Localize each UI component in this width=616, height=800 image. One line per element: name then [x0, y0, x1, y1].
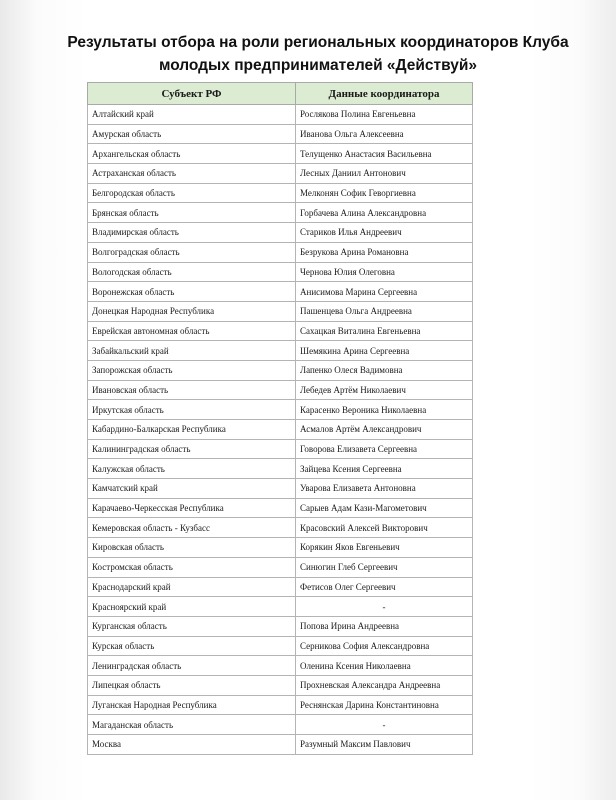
subject-cell: Магаданская область: [88, 715, 296, 735]
coordinator-cell: Лапенко Олеся Вадимовна: [296, 360, 473, 380]
coordinator-cell: Синюгин Глеб Сергеевич: [296, 557, 473, 577]
results-table: [87, 82, 473, 755]
subject-cell: Белгородская область: [88, 183, 296, 203]
table-row: [88, 144, 473, 164]
table-row: [88, 735, 473, 755]
coordinator-cell: Анисимова Марина Сергеевна: [296, 282, 473, 302]
subject-cell: Луганская Народная Республика: [88, 695, 296, 715]
subject-cell: Еврейская автономная область: [88, 321, 296, 341]
coordinator-cell: Лесных Даниил Антонович: [296, 164, 473, 184]
document-title: [60, 31, 576, 77]
table-row: [88, 242, 473, 262]
subject-cell: Москва: [88, 735, 296, 755]
table-row: [88, 518, 473, 538]
title-line-1: Результаты отбора на роли региональных координаторов Клуба: [67, 34, 569, 51]
table-row: [88, 262, 473, 282]
table-row: [88, 223, 473, 243]
coordinator-cell: Сарыев Адам Кази-Магометович: [296, 498, 473, 518]
subject-cell: Кабардино-Балкарская Республика: [88, 420, 296, 440]
subject-cell: Краснодарский край: [88, 577, 296, 597]
table-row: [88, 124, 473, 144]
subject-cell: Иркутская область: [88, 400, 296, 420]
coordinator-cell: Чернова Юлия Олеговна: [296, 262, 473, 282]
table-row: [88, 656, 473, 676]
coordinator-cell: Говорова Елизавета Сергеевна: [296, 439, 473, 459]
subject-cell: Курская область: [88, 636, 296, 656]
coordinator-cell: Асмалов Артём Александрович: [296, 420, 473, 440]
table-body: [88, 105, 473, 755]
subject-cell: Кемеровская область - Кузбасс: [88, 518, 296, 538]
subject-cell: Калужская область: [88, 459, 296, 479]
table-row: [88, 360, 473, 380]
subject-cell: Курганская область: [88, 616, 296, 636]
table-row: [88, 557, 473, 577]
coordinator-cell: -: [296, 597, 473, 617]
coordinator-cell: Карасенко Вероника Николаевна: [296, 400, 473, 420]
coordinator-cell: Корякин Яков Евгеньевич: [296, 538, 473, 558]
coordinator-cell: Уварова Елизавета Антоновна: [296, 479, 473, 499]
coordinator-cell: Шемякина Арина Сергеевна: [296, 341, 473, 361]
subject-cell: Калининградская область: [88, 439, 296, 459]
table-row: [88, 183, 473, 203]
coordinator-cell: Оленина Ксения Николаевна: [296, 656, 473, 676]
table-row: [88, 321, 473, 341]
subject-cell: Архангельская область: [88, 144, 296, 164]
subject-cell: Владимирская область: [88, 223, 296, 243]
coordinator-cell: -: [296, 715, 473, 735]
subject-cell: Ленинградская область: [88, 656, 296, 676]
subject-cell: Астраханская область: [88, 164, 296, 184]
table-row: [88, 577, 473, 597]
coordinator-cell: Лебедев Артём Николаевич: [296, 380, 473, 400]
coordinator-cell: Стариков Илья Андреевич: [296, 223, 473, 243]
subject-cell: Алтайский край: [88, 105, 296, 125]
table-row: [88, 616, 473, 636]
table-row: [88, 538, 473, 558]
table-row: [88, 341, 473, 361]
table-row: [88, 203, 473, 223]
table-row: [88, 105, 473, 125]
subject-cell: Красноярский край: [88, 597, 296, 617]
coordinator-cell: Разумный Максим Павлович: [296, 735, 473, 755]
table-row: [88, 498, 473, 518]
table-row: [88, 282, 473, 302]
subject-cell: Волгоградская область: [88, 242, 296, 262]
coordinator-cell: Мелконян Софик Геворгиевна: [296, 183, 473, 203]
coordinator-cell: Фетисов Олег Сергеевич: [296, 577, 473, 597]
coordinator-cell: Попова Ирина Андреевна: [296, 616, 473, 636]
subject-cell: Брянская область: [88, 203, 296, 223]
header-subject: Субъект РФ: [88, 83, 296, 105]
coordinator-cell: Рослякова Полина Евгеньевна: [296, 105, 473, 125]
subject-cell: Камчатский край: [88, 479, 296, 499]
header-coordinator: Данные координатора: [296, 83, 473, 105]
subject-cell: Костромская область: [88, 557, 296, 577]
subject-cell: Карачаево-Черкесская Республика: [88, 498, 296, 518]
table-row: [88, 597, 473, 617]
table-row: [88, 675, 473, 695]
table-row: [88, 439, 473, 459]
table-row: [88, 479, 473, 499]
subject-cell: Липецкая область: [88, 675, 296, 695]
table-row: [88, 400, 473, 420]
coordinator-cell: Горбачева Алина Александровна: [296, 203, 473, 223]
table-header-row: [88, 83, 473, 105]
coordinator-cell: Иванова Ольга Алексеевна: [296, 124, 473, 144]
coordinator-cell: Телущенко Анастасия Васильевна: [296, 144, 473, 164]
subject-cell: Забайкальский край: [88, 341, 296, 361]
table-row: [88, 636, 473, 656]
subject-cell: Воронежская область: [88, 282, 296, 302]
coordinator-cell: Пашенцева Ольга Андреевна: [296, 301, 473, 321]
coordinator-cell: Сахацкая Виталина Евгеньевна: [296, 321, 473, 341]
subject-cell: Вологодская область: [88, 262, 296, 282]
table-row: [88, 301, 473, 321]
table-row: [88, 164, 473, 184]
table-row: [88, 715, 473, 735]
subject-cell: Амурская область: [88, 124, 296, 144]
subject-cell: Кировская область: [88, 538, 296, 558]
subject-cell: Запорожская область: [88, 360, 296, 380]
table-row: [88, 380, 473, 400]
table-row: [88, 420, 473, 440]
subject-cell: Ивановская область: [88, 380, 296, 400]
coordinator-cell: Прохневская Александра Андреевна: [296, 675, 473, 695]
coordinator-cell: Зайцева Ксения Сергеевна: [296, 459, 473, 479]
title-line-2: молодых предпринимателей «Действуй»: [158, 57, 478, 74]
coordinator-cell: Реснянская Дарина Константиновна: [296, 695, 473, 715]
coordinator-cell: Безрукова Арина Романовна: [296, 242, 473, 262]
subject-cell: Донецкая Народная Республика: [88, 301, 296, 321]
table-row: [88, 695, 473, 715]
table-row: [88, 459, 473, 479]
coordinator-cell: Серникова София Александровна: [296, 636, 473, 656]
coordinator-cell: Красовский Алексей Викторович: [296, 518, 473, 538]
